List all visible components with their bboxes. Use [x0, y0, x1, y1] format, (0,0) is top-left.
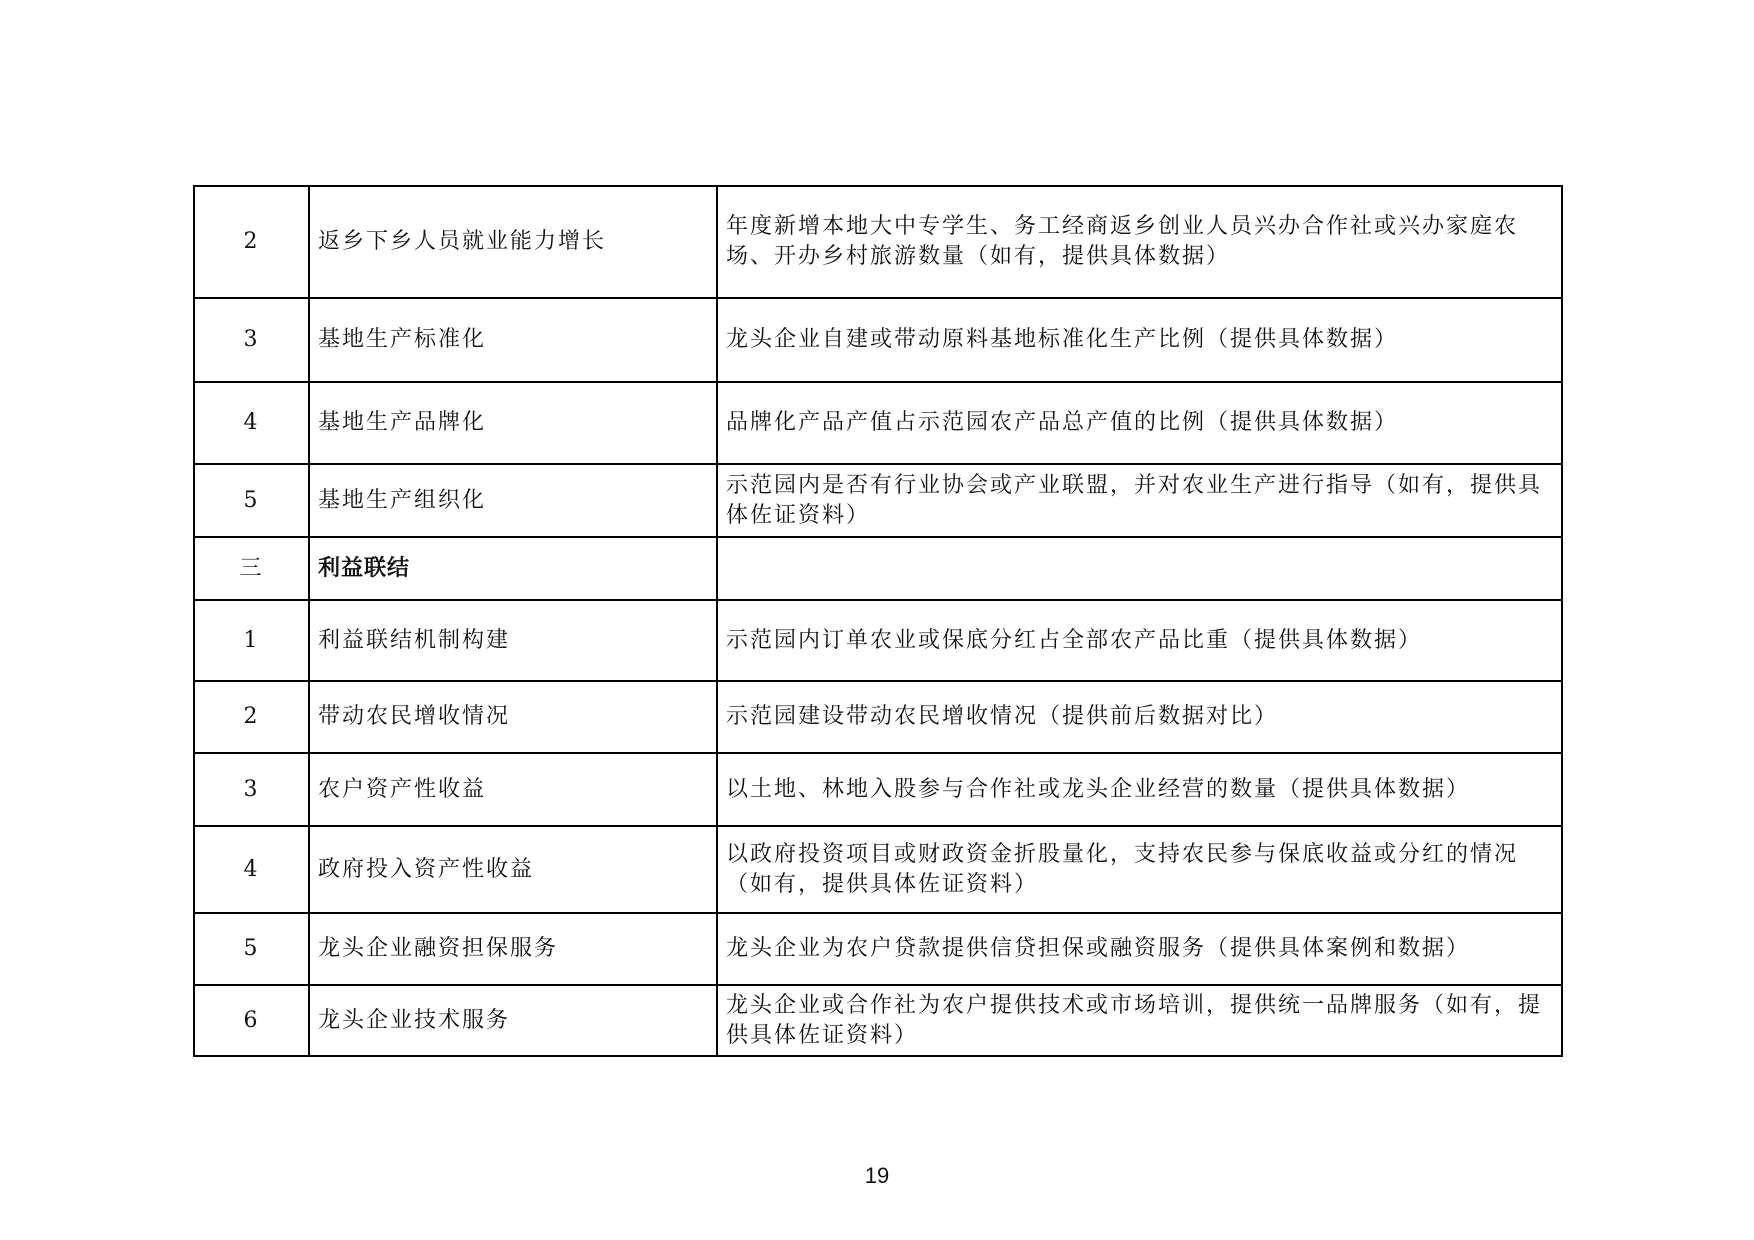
indicator-name: 基地生产组织化: [309, 464, 717, 537]
table-row: [194, 464, 1562, 537]
indicator-description: [717, 537, 1562, 600]
table-row: [194, 681, 1562, 753]
section-title: 利益联结: [309, 537, 717, 600]
row-number: 1: [194, 600, 309, 681]
indicator-name: 利益联结机制构建: [309, 600, 717, 681]
indicator-table: [193, 185, 1563, 1057]
row-number: 3: [194, 753, 309, 826]
indicator-description: 示范园内是否有行业协会或产业联盟，并对农业生产进行指导（如有，提供具体佐证资料）: [717, 464, 1562, 537]
indicator-name: 龙头企业融资担保服务: [309, 913, 717, 985]
table-row: [194, 753, 1562, 826]
table-row: [194, 985, 1562, 1056]
indicator-description: 年度新增本地大中专学生、务工经商返乡创业人员兴办合作社或兴办家庭农场、开办乡村旅游数量（如有，提供具体数据）: [717, 186, 1562, 298]
indicator-description: 以土地、林地入股参与合作社或龙头企业经营的数量（提供具体数据）: [717, 753, 1562, 826]
table-row: [194, 826, 1562, 913]
row-number: 4: [194, 382, 309, 464]
indicator-description: 以政府投资项目或财政资金折股量化，支持农民参与保底收益或分红的情况（如有，提供具体佐证资料）: [717, 826, 1562, 913]
indicator-name: 基地生产品牌化: [309, 382, 717, 464]
section-number: 三: [194, 537, 309, 600]
row-number: 3: [194, 298, 309, 382]
row-number: 2: [194, 186, 309, 298]
indicator-name: 农户资产性收益: [309, 753, 717, 826]
indicator-name: 带动农民增收情况: [309, 681, 717, 753]
table-row: [194, 913, 1562, 985]
indicator-description: 龙头企业自建或带动原料基地标准化生产比例（提供具体数据）: [717, 298, 1562, 382]
section-header-row: [194, 537, 1562, 600]
row-number: 5: [194, 913, 309, 985]
row-number: 2: [194, 681, 309, 753]
table-row: [194, 600, 1562, 681]
table-row: [194, 298, 1562, 382]
indicator-description: 龙头企业或合作社为农户提供技术或市场培训，提供统一品牌服务（如有，提供具体佐证资料）: [717, 985, 1562, 1056]
indicator-name: 龙头企业技术服务: [309, 985, 717, 1056]
indicator-description: 示范园建设带动农民增收情况（提供前后数据对比）: [717, 681, 1562, 753]
table-row: [194, 382, 1562, 464]
indicator-name: 基地生产标准化: [309, 298, 717, 382]
indicator-name: 返乡下乡人员就业能力增长: [309, 186, 717, 298]
indicator-description: 龙头企业为农户贷款提供信贷担保或融资服务（提供具体案例和数据）: [717, 913, 1562, 985]
indicator-name: 政府投入资产性收益: [309, 826, 717, 913]
row-number: 6: [194, 985, 309, 1056]
indicator-description: 示范园内订单农业或保底分红占全部农产品比重（提供具体数据）: [717, 600, 1562, 681]
row-number: 4: [194, 826, 309, 913]
indicator-description: 品牌化产品产值占示范园农产品总产值的比例（提供具体数据）: [717, 382, 1562, 464]
page-number: 19: [864, 1163, 890, 1188]
table-row: [194, 186, 1562, 298]
row-number: 5: [194, 464, 309, 537]
